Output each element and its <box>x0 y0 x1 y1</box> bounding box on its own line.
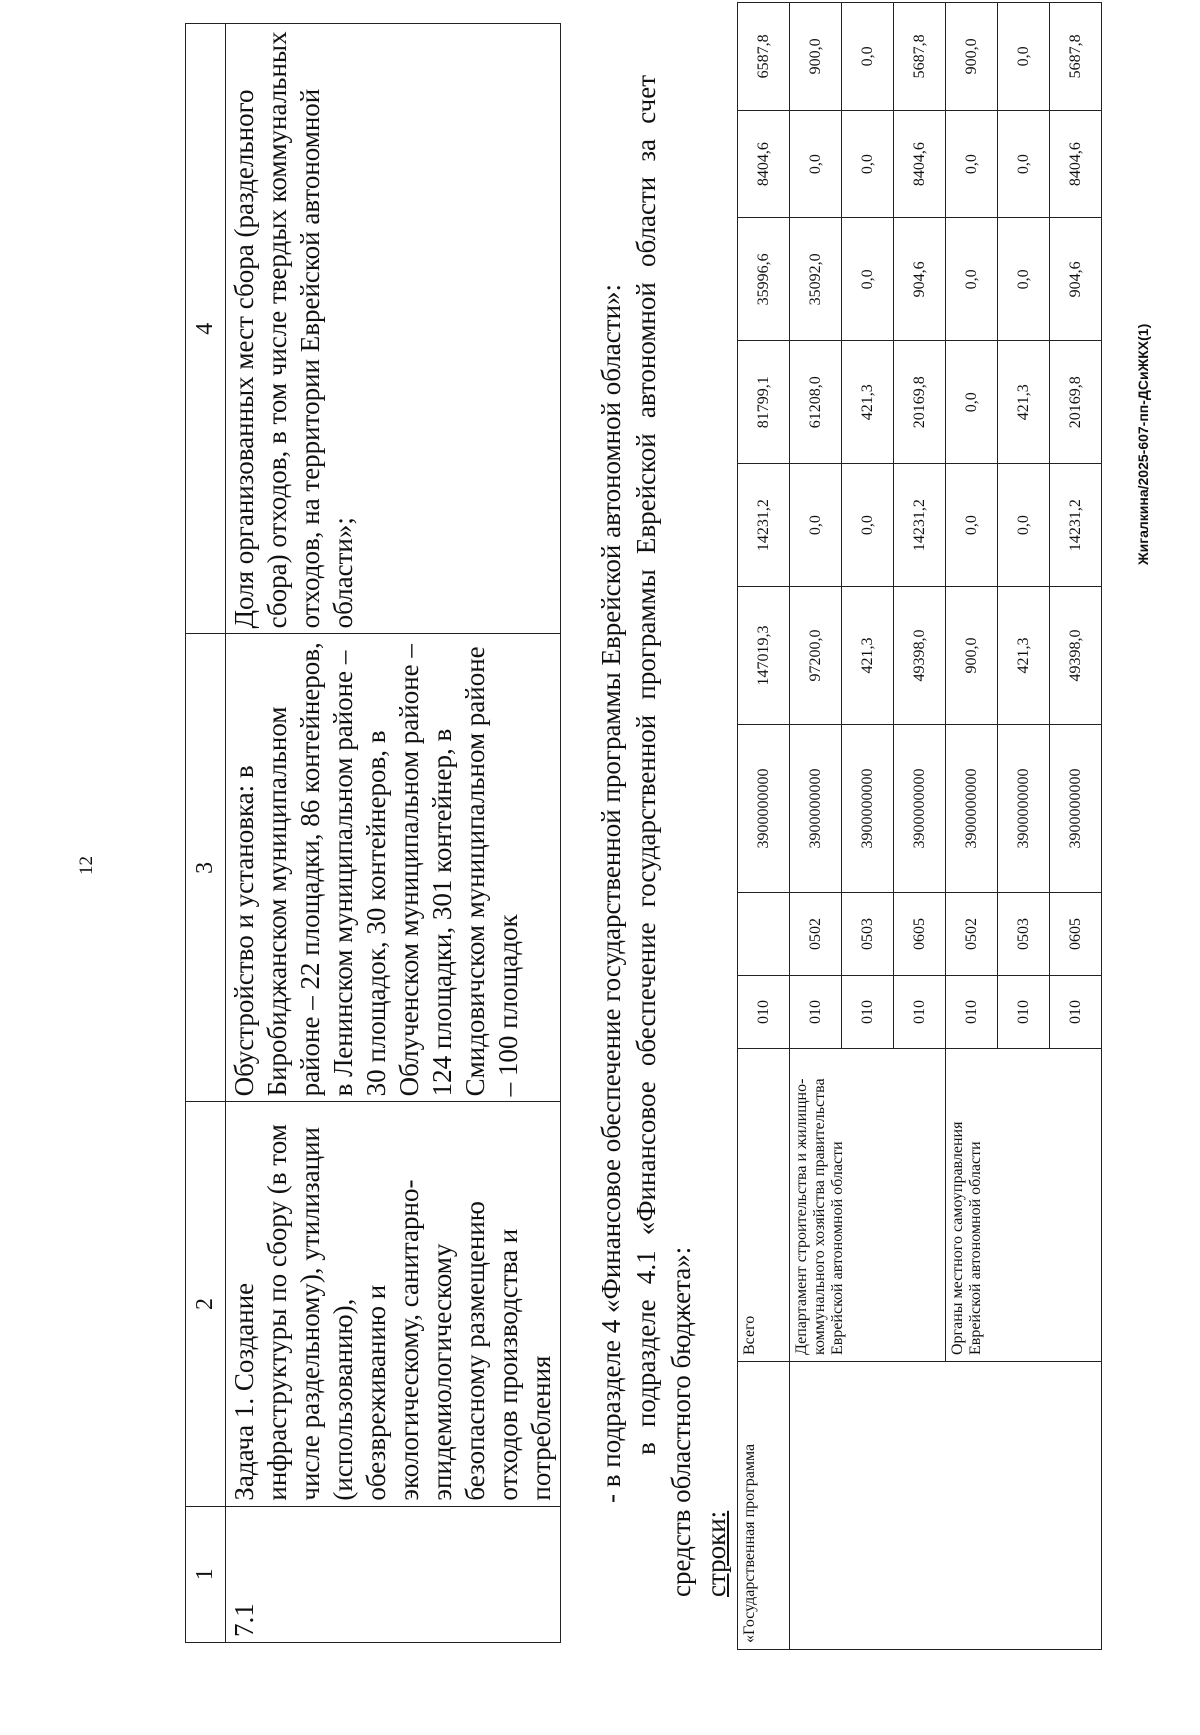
amount-cell: 0,0 <box>946 341 998 464</box>
paragraph-subsection-4-1-continuation: средств областного бюджета»: <box>666 1246 696 1597</box>
section-code-cell: 0605 <box>894 893 946 976</box>
amount-cell: 0,0 <box>946 218 998 341</box>
grbs-code-cell: 010 <box>894 976 946 1049</box>
section-code-cell: 0502 <box>946 893 998 976</box>
amount-cell: 0,0 <box>842 464 894 587</box>
paragraph-subsection-4: - в подразделе 4 «Финансовое обеспечение государственной программы Еврейской автономной области»: <box>596 283 626 1503</box>
section-code-cell: 0605 <box>1050 893 1102 976</box>
amount-cell: 35092,0 <box>790 218 842 341</box>
amount-cell: 8404,6 <box>894 110 946 218</box>
document-footer: Жигалкина/2025-607-пп-ДСиЖКХ(1) <box>1135 323 1151 565</box>
target-article-cell: 3900000000 <box>1050 725 1102 893</box>
amount-cell: 8404,6 <box>738 110 790 218</box>
amount-cell: 5687,8 <box>1050 3 1102 111</box>
program-name-cell: «Государственная программа <box>738 1362 790 1650</box>
amount-cell: 900,0 <box>946 3 998 111</box>
page-number: 12 <box>76 856 97 875</box>
amount-cell: 5687,8 <box>894 3 946 111</box>
amount-cell: 49398,0 <box>894 587 946 725</box>
task-number: 7.1 <box>226 1506 561 1642</box>
amount-cell: 0,0 <box>998 218 1050 341</box>
section-code-cell: 0502 <box>790 893 842 976</box>
grbs-code-cell: 010 <box>738 976 790 1049</box>
amount-cell: 421,3 <box>998 587 1050 725</box>
amount-cell: 6587,8 <box>738 3 790 111</box>
amount-cell: 147019,3 <box>738 587 790 725</box>
section-code-cell: 0503 <box>998 893 1050 976</box>
amount-cell: 421,3 <box>842 341 894 464</box>
paragraph-rows-label: строки: <box>701 1510 731 1597</box>
task-table <box>185 23 561 1643</box>
amount-cell: 904,6 <box>1050 218 1102 341</box>
amount-cell: 904,6 <box>894 218 946 341</box>
grbs-code-cell: 010 <box>790 976 842 1049</box>
grbs-code-cell: 010 <box>842 976 894 1049</box>
finance-table <box>737 2 1102 1650</box>
task-activity: Обустройство и установка: в Биробиджанском муниципальном районе – 22 площадки, 86 контейнеров, в Ленинском муниципальном районе – 30 площадок, 30 контейнеров, в Облученском муниципальном районе – 124 площадки, 301 контейнер, в Смидовичском муниципальном районе – 100 площадок <box>226 634 561 1102</box>
amount-cell: 14231,2 <box>894 464 946 587</box>
header-cell-3: 3 <box>186 634 226 1102</box>
task-table-header-row <box>186 24 226 1643</box>
amount-cell: 0,0 <box>998 464 1050 587</box>
amount-cell: 20169,8 <box>894 341 946 464</box>
task-table-row <box>226 24 561 1643</box>
amount-cell: 900,0 <box>946 587 998 725</box>
amount-cell: 900,0 <box>790 3 842 111</box>
target-article-cell: 3900000000 <box>894 725 946 893</box>
amount-cell: 0,0 <box>946 464 998 587</box>
finance-row <box>790 3 842 1650</box>
target-article-cell: 3900000000 <box>842 725 894 893</box>
amount-cell: 49398,0 <box>1050 587 1102 725</box>
grbs-code-cell: 010 <box>1050 976 1102 1049</box>
section-code-cell <box>738 893 790 976</box>
amount-cell: 0,0 <box>842 110 894 218</box>
executor-cell: Органы местного самоуправления Еврейской автономной области <box>946 1049 1102 1362</box>
amount-cell: 0,0 <box>946 110 998 218</box>
amount-cell: 35996,6 <box>738 218 790 341</box>
program-name-cell <box>790 1362 1102 1650</box>
amount-cell: 14231,2 <box>738 464 790 587</box>
amount-cell: 97200,0 <box>790 587 842 725</box>
finance-row <box>738 3 790 1650</box>
amount-cell: 0,0 <box>842 218 894 341</box>
header-cell-4: 4 <box>186 24 226 634</box>
task-description: Задача 1. Создание инфраструктуры по сбору (в том числе раздельному), утилизации (использованию), обезвреживанию и экологическому, санитарно-эпидемиологическому безопасному размещению отходов производства и потребления <box>226 1102 561 1506</box>
section-code-cell: 0503 <box>842 893 894 976</box>
amount-cell: 0,0 <box>790 464 842 587</box>
amount-cell: 0,0 <box>998 110 1050 218</box>
task-indicator: Доля организованных мест сбора (раздельного сбора) отходов, в том числе твердых коммунальных отходов, на территории Еврейской автономной области»; <box>226 24 561 634</box>
grbs-code-cell: 010 <box>946 976 998 1049</box>
target-article-cell: 3900000000 <box>738 725 790 893</box>
header-cell-2: 2 <box>186 1102 226 1506</box>
amount-cell: 20169,8 <box>1050 341 1102 464</box>
amount-cell: 0,0 <box>790 110 842 218</box>
amount-cell: 0,0 <box>998 3 1050 111</box>
header-cell-1: 1 <box>186 1506 226 1642</box>
paragraph-subsection-4-1 <box>630 5 662 1455</box>
amount-cell: 0,0 <box>842 3 894 111</box>
executor-cell: Департамент строительства и жилищно-коммунального хозяйства правительства Еврейской автономной области <box>790 1049 946 1362</box>
executor-cell: Всего <box>738 1049 790 1362</box>
paragraph-subsection-4-1-text: в подразделе 4.1 «Финансовое обеспечение государственной программы Еврейской автономной области за счет <box>631 75 661 1455</box>
amount-cell: 8404,6 <box>1050 110 1102 218</box>
target-article-cell: 3900000000 <box>790 725 842 893</box>
amount-cell: 14231,2 <box>1050 464 1102 587</box>
amount-cell: 61208,0 <box>790 341 842 464</box>
amount-cell: 421,3 <box>842 587 894 725</box>
amount-cell: 81799,1 <box>738 341 790 464</box>
grbs-code-cell: 010 <box>998 976 1050 1049</box>
amount-cell: 421,3 <box>998 341 1050 464</box>
target-article-cell: 3900000000 <box>998 725 1050 893</box>
target-article-cell: 3900000000 <box>946 725 998 893</box>
